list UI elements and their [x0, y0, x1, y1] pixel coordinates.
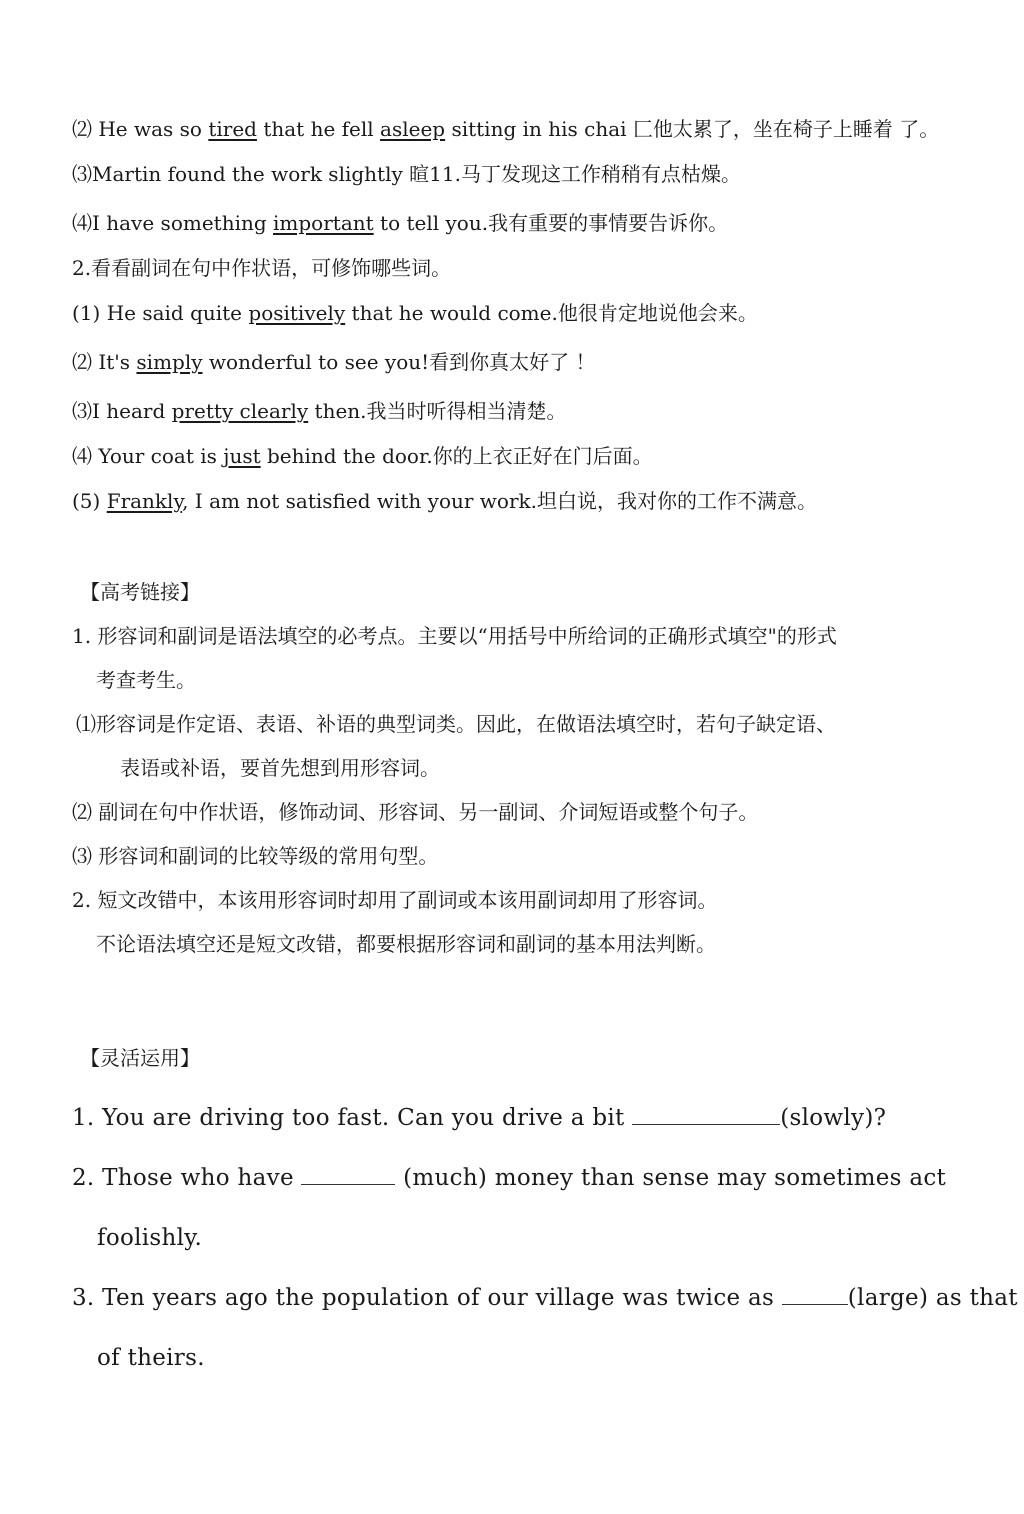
gaokao-line-5: ⑵ 副词在句中作状语，修饰动词、形容词、另一副词、介词短语或整个句子。	[72, 800, 759, 824]
underlined-word: important	[273, 211, 374, 235]
underlined-word: Frankly	[106, 489, 183, 513]
gaokao-line-1: 1. 形容词和副词是语法填空的必考点。主要以“用括号中所给词的正确形式填空"的形式	[72, 624, 837, 648]
question-2-continued: foolishly.	[97, 1225, 203, 1251]
adj-example-3: ⑶Martin found the work slightly 暄11.马丁发现这工作稍稍有点枯燥。	[72, 162, 741, 186]
adverb-example-4: ⑷ Your coat is just behind the door.你的上衣正好在门后面。	[72, 444, 653, 468]
question-2: 2. Those who have (much) money than sense may sometimes act	[72, 1165, 947, 1191]
adverb-example-5: (5) Frankly, I am not satisfied with your work.坦白说，我对你的工作不满意。	[72, 489, 817, 513]
gaokao-line-6: ⑶ 形容词和副词的比较等级的常用句型。	[72, 844, 439, 868]
answer-blank[interactable]	[301, 1164, 395, 1185]
answer-blank[interactable]	[782, 1284, 848, 1305]
question-3-continued: of theirs.	[97, 1345, 205, 1371]
underlined-word: just	[223, 444, 261, 468]
gaokao-line-3: ⑴形容词是作定语、表语、补语的典型词类。因此，在做语法填空时，若句子缺定语、	[76, 712, 836, 736]
underlined-word: simply	[136, 350, 203, 374]
adj-example-2: ⑵ He was so tired that he fell asleep sitting in his chai 匚他太累了，坐在椅子上睡着 了。	[72, 117, 940, 141]
answer-blank[interactable]	[632, 1104, 780, 1125]
question-3: 3. Ten years ago the population of our village was twice as (large) as that	[72, 1285, 1018, 1311]
adverb-example-1: (1) He said quite positively that he would come.他很肯定地说他会来。	[72, 301, 758, 325]
adverb-heading: 2.看看副词在句中作状语，可修饰哪些词。	[72, 256, 452, 280]
practice-title: 【灵活运用】	[80, 1046, 200, 1070]
gaokao-line-4: 表语或补语，要首先想到用形容词。	[120, 756, 440, 780]
underlined-word: tired	[208, 117, 257, 141]
underlined-word: positively	[248, 301, 346, 325]
adverb-example-3: ⑶I heard pretty clearly then.我当时听得相当清楚。	[72, 399, 567, 423]
adverb-example-2: ⑵ It's simply wonderful to see you!看到你真太好了 ！	[72, 350, 596, 374]
question-1: 1. You are driving too fast. Can you drive a bit (slowly)?	[72, 1105, 887, 1131]
underlined-word: asleep	[380, 117, 446, 141]
gaokao-line-7: 2. 短文改错中，本该用形容词时却用了副词或本该用副词却用了形容词。	[72, 888, 718, 912]
adj-example-4: ⑷I have something important to tell you.我有重要的事情要告诉你。	[72, 211, 729, 235]
underlined-word: pretty clearly	[171, 399, 309, 423]
gaokao-line-8: 不论语法填空还是短文改错，都要根据形容词和副词的基本用法判断。	[96, 932, 716, 956]
gaokao-title: 【高考链接】	[80, 580, 200, 604]
gaokao-line-2: 考查考生。	[96, 668, 196, 692]
